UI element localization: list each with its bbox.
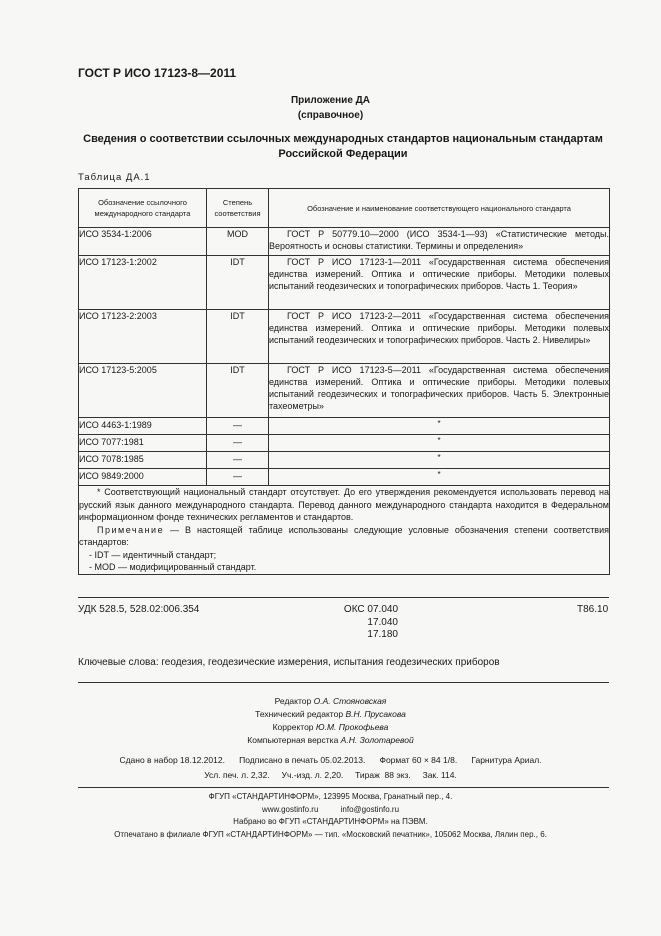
oks-code: 17.180 bbox=[367, 629, 398, 640]
table-note bbox=[79, 524, 609, 549]
national-text: ГОСТ Р ИСО 17123-5—2011 «Государственная система обеспечения единства измерений. Оптика и оптические приборы. Методики полевых испытаний геодезических и топографических приборов. Часть 5. Электронные тахеометры» bbox=[269, 365, 609, 411]
national-text: ГОСТ Р ИСО 17123-2—2011 «Государственная система обеспечения единства измерений. Оптика и оптические приборы. Методики полевых испытаний геодезических и топографических приборов. Часть 2. Нивелиры» bbox=[269, 311, 609, 345]
appendix-subtitle: (справочное) bbox=[297, 110, 364, 121]
section-title: Сведения о соответствии ссылочных международных стандартов национальным стандартам Российской Федерации bbox=[83, 133, 603, 160]
cell-intl: ИСО 17123-1:2002 bbox=[79, 256, 207, 310]
keywords: Ключевые слова: геодезия, геодезические измерения, испытания геодезических приборов bbox=[78, 657, 500, 668]
column-header-national: Обозначение и наименование соответствующего национального стандарта bbox=[269, 189, 610, 228]
footer bbox=[0, 791, 661, 841]
cell-intl: ИСО 17123-2:2003 bbox=[79, 310, 207, 364]
table-notes-row bbox=[79, 486, 610, 575]
cell-national: * bbox=[269, 418, 610, 435]
cell-degree: IDT bbox=[207, 310, 269, 364]
cell-degree: MOD bbox=[207, 228, 269, 256]
table-row bbox=[79, 364, 610, 418]
document-header: ГОСТ Р ИСО 17123-8—2011 bbox=[78, 66, 237, 80]
table-row bbox=[79, 256, 610, 310]
staff-list bbox=[0, 695, 661, 747]
staff-layout bbox=[0, 734, 661, 747]
footer-publisher: ФГУП «СТАНДАРТИНФОРМ», 123995 Москва, Гранатный пер., 4. bbox=[208, 792, 453, 801]
cell-intl: ИСО 3534-1:2006 bbox=[79, 228, 207, 256]
staff-role: Редактор bbox=[274, 696, 312, 706]
column-header-degree: Степень соответствия bbox=[207, 189, 269, 228]
table-row bbox=[79, 469, 610, 486]
print-info-line1: Сдано в набор 18.12.2012. Подписано в печать 05.02.2013. Формат 60 × 84 1/8. Гарнитура Ариал. bbox=[119, 755, 542, 765]
table-row bbox=[79, 452, 610, 469]
table-caption: Таблица ДА.1 bbox=[78, 172, 151, 183]
classification-code: Т86.10 bbox=[577, 604, 609, 615]
cell-degree: — bbox=[207, 418, 269, 435]
correspondence-table bbox=[78, 188, 610, 575]
cell-national bbox=[269, 310, 610, 364]
table-row bbox=[79, 228, 610, 256]
staff-name: Ю.М. Прокофьева bbox=[315, 722, 389, 732]
table-row bbox=[79, 435, 610, 452]
cell-national: * bbox=[269, 469, 610, 486]
staff-name: О.А. Стояновская bbox=[313, 696, 387, 706]
legend-item-mod: - MOD — модифицированный стандарт. bbox=[89, 562, 257, 572]
cell-degree: — bbox=[207, 469, 269, 486]
note-label: Примечание bbox=[97, 524, 165, 535]
table-header-row bbox=[79, 189, 610, 228]
staff-name: В.Н. Прусакова bbox=[345, 709, 406, 719]
oks-codes bbox=[338, 604, 398, 642]
oks-code: 17.040 bbox=[367, 616, 398, 628]
staff-role: Корректор bbox=[272, 722, 314, 732]
legend-item-idt: - IDT — идентичный стандарт; bbox=[89, 549, 217, 560]
udc-code: УДК 528.5, 528.02:006.354 bbox=[78, 604, 200, 615]
divider-footer bbox=[78, 787, 609, 788]
staff-role: Технический редактор bbox=[255, 709, 344, 719]
note-text: — В настоящей таблице использованы следующие условные обозначения степени соответствия стандартов: bbox=[79, 524, 609, 547]
footer-typeset: Набрано во ФГУП «СТАНДАРТИНФОРМ» на ПЭВМ. bbox=[233, 817, 428, 826]
cell-intl: ИСО 7078:1985 bbox=[79, 452, 207, 469]
staff-editor bbox=[0, 695, 661, 708]
staff-tech-editor bbox=[0, 708, 661, 721]
staff-role: Компьютерная верстка bbox=[247, 735, 339, 745]
footer-printed: Отпечатано в филиале ФГУП «СТАНДАРТИНФОРМ» — тип. «Московский печатник», 105062 Москва, Лялин пер., 6. bbox=[114, 829, 547, 839]
national-text: ГОСТ Р 50779.10—2000 (ИСО 3534-1—93) «Статистические методы. Вероятность и основы статистики. Термины и определения» bbox=[269, 229, 609, 251]
table-row bbox=[79, 418, 610, 435]
column-header-intl: Обозначение ссылочного международного стандарта bbox=[79, 189, 207, 228]
table-footnote: * Соответствующий национальный стандарт отсутствует. До его утверждения рекомендуется использовать перевод на русский язык данного международного стандарта. Перевод данного международного стандарта находится в Федеральном информационном фонде технических регламентов и стандартов. bbox=[79, 487, 609, 522]
cell-degree: — bbox=[207, 452, 269, 469]
print-info-line2: Усл. печ. л. 2,32. Уч.-изд. л. 2,20. Тираж 88 экз. Зак. 114. bbox=[204, 770, 457, 780]
cell-degree: IDT bbox=[207, 364, 269, 418]
cell-degree: IDT bbox=[207, 256, 269, 310]
cell-national bbox=[269, 228, 610, 256]
cell-national: * bbox=[269, 452, 610, 469]
table-notes bbox=[79, 486, 610, 575]
national-text: ГОСТ Р ИСО 17123-1—2011 «Государственная система обеспечения единства измерений. Оптика и оптические приборы. Методики полевых испытаний геодезических и топографических приборов. Часть 1. Теория» bbox=[269, 257, 609, 291]
cell-national bbox=[269, 256, 610, 310]
table-row bbox=[79, 310, 610, 364]
cell-intl: ИСО 7077:1981 bbox=[79, 435, 207, 452]
cell-intl: ИСО 17123-5:2005 bbox=[79, 364, 207, 418]
cell-degree: — bbox=[207, 435, 269, 452]
oks-code: ОКС 07.040 bbox=[343, 604, 398, 615]
cell-intl: ИСО 9849:2000 bbox=[79, 469, 207, 486]
cell-national bbox=[269, 364, 610, 418]
footer-web: www.gostinfo.ru info@gostinfo.ru bbox=[261, 804, 400, 814]
staff-corrector bbox=[0, 721, 661, 734]
divider-keywords bbox=[78, 682, 609, 683]
staff-name: А.Н. Золотаревой bbox=[340, 735, 414, 745]
cell-national: * bbox=[269, 435, 610, 452]
cell-intl: ИСО 4463-1:1989 bbox=[79, 418, 207, 435]
appendix-title: Приложение ДА bbox=[290, 95, 371, 106]
divider-top bbox=[78, 597, 609, 598]
